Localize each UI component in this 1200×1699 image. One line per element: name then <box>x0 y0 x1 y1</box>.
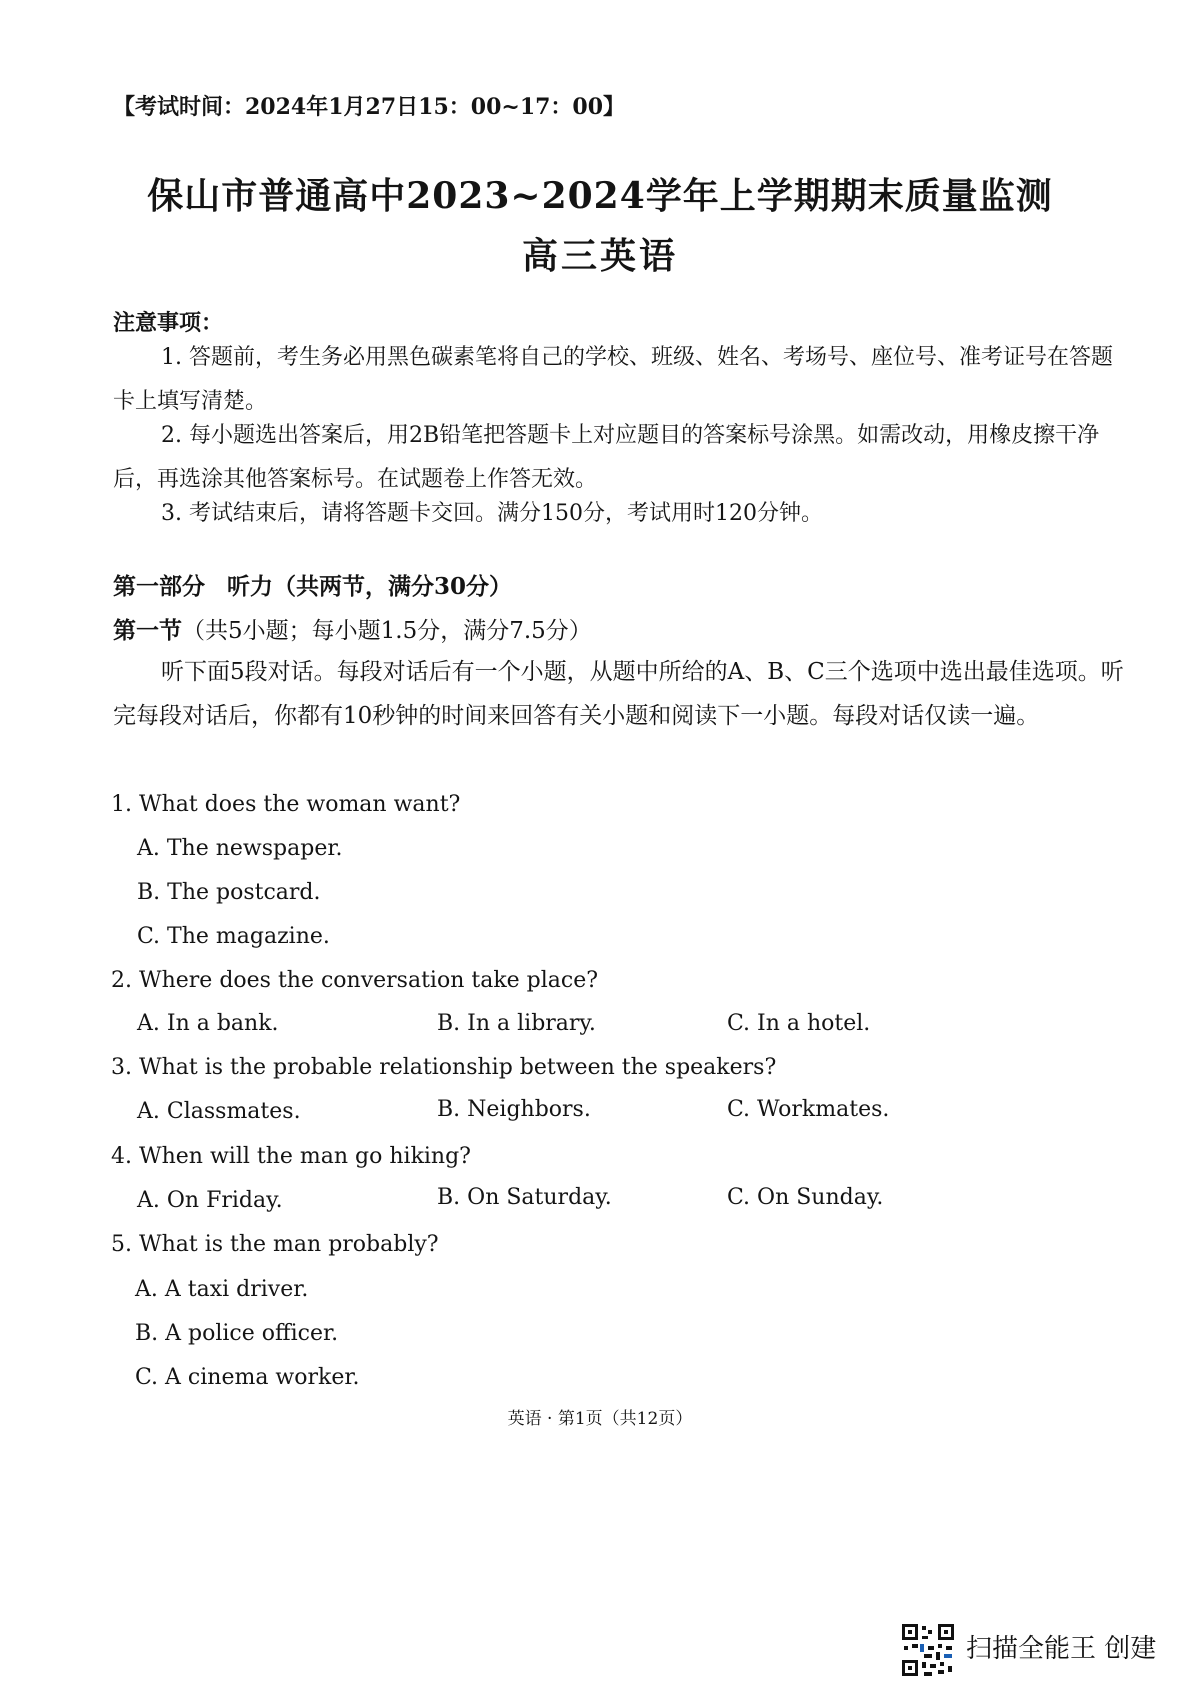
option-c: C. The magazine. <box>137 924 330 949</box>
qr-code-icon <box>900 1622 956 1678</box>
part-title: 听力（共两节，满分30分） <box>226 573 512 600</box>
option-b: B. Neighbors. <box>437 1097 591 1122</box>
section-instructions: 听下面5段对话。每段对话后有一个小题，从题中所给的A、B、C三个选项中选出最佳选项。听完每段对话后，你都有10秒钟的时间来回答有关小题和阅读下一小题。每段对话仅读一遍。 <box>113 659 1124 729</box>
question-stem: 5. What is the man probably? <box>111 1232 439 1257</box>
part-heading <box>113 568 512 601</box>
question-stem: 1. What does the woman want? <box>111 792 461 817</box>
option-a: A. A taxi driver. <box>135 1277 309 1302</box>
notes-heading: 注意事项： <box>113 310 224 336</box>
question-stem: 4. When will the man go hiking? <box>111 1144 471 1169</box>
part-label: 第一部分 <box>113 573 205 600</box>
note-item: 1. 答题前，考生务必用黑色碳素笔将自己的学校、班级、姓名、考场号、座位号、准考证号在答题卡上填写清楚。 <box>113 345 1113 414</box>
option-a: A. The newspaper. <box>137 836 343 861</box>
exam-time: 【考试时间：2024年1月27日15：00~17：00】 <box>113 94 626 120</box>
question-stem: 2. Where does the conversation take place? <box>111 968 599 993</box>
option-c: C. On Sunday. <box>727 1185 884 1210</box>
option-c: C. A cinema worker. <box>135 1365 360 1390</box>
option-b: B. A police officer. <box>135 1321 339 1346</box>
question-stem: 3. What is the probable relationship between the speakers? <box>111 1055 777 1080</box>
option-a: A. On Friday. <box>137 1188 283 1213</box>
option-a: A. In a bank. <box>137 1011 279 1036</box>
option-b: B. In a library. <box>437 1011 596 1036</box>
section-title: （共5小题；每小题1.5分，满分7.5分） <box>182 618 592 644</box>
option-b: B. The postcard. <box>137 880 321 905</box>
scanner-watermark: 扫描全能王 创建 <box>966 1634 1157 1664</box>
exam-title: 保山市普通高中2023~2024学年上学期期末质量监测 <box>147 175 1053 217</box>
note-item: 3. 考试结束后，请将答题卡交回。满分150分，考试用时120分钟。 <box>161 501 823 526</box>
option-c: C. Workmates. <box>727 1097 890 1122</box>
exam-subject: 高三英语 <box>521 235 678 277</box>
option-c: C. In a hotel. <box>727 1011 871 1036</box>
note-item: 2. 每小题选出答案后，用2B铅笔把答题卡上对应题目的答案标号涂黑。如需改动，用橡皮擦干净后，再选涂其他答案标号。在试题卷上作答无效。 <box>113 423 1100 492</box>
option-b: B. On Saturday. <box>437 1185 612 1210</box>
section-heading <box>113 612 592 645</box>
option-a: A. Classmates. <box>137 1099 301 1124</box>
section-label: 第一节 <box>113 617 182 644</box>
page-footer: 英语 · 第1页（共12页） <box>507 1409 693 1429</box>
